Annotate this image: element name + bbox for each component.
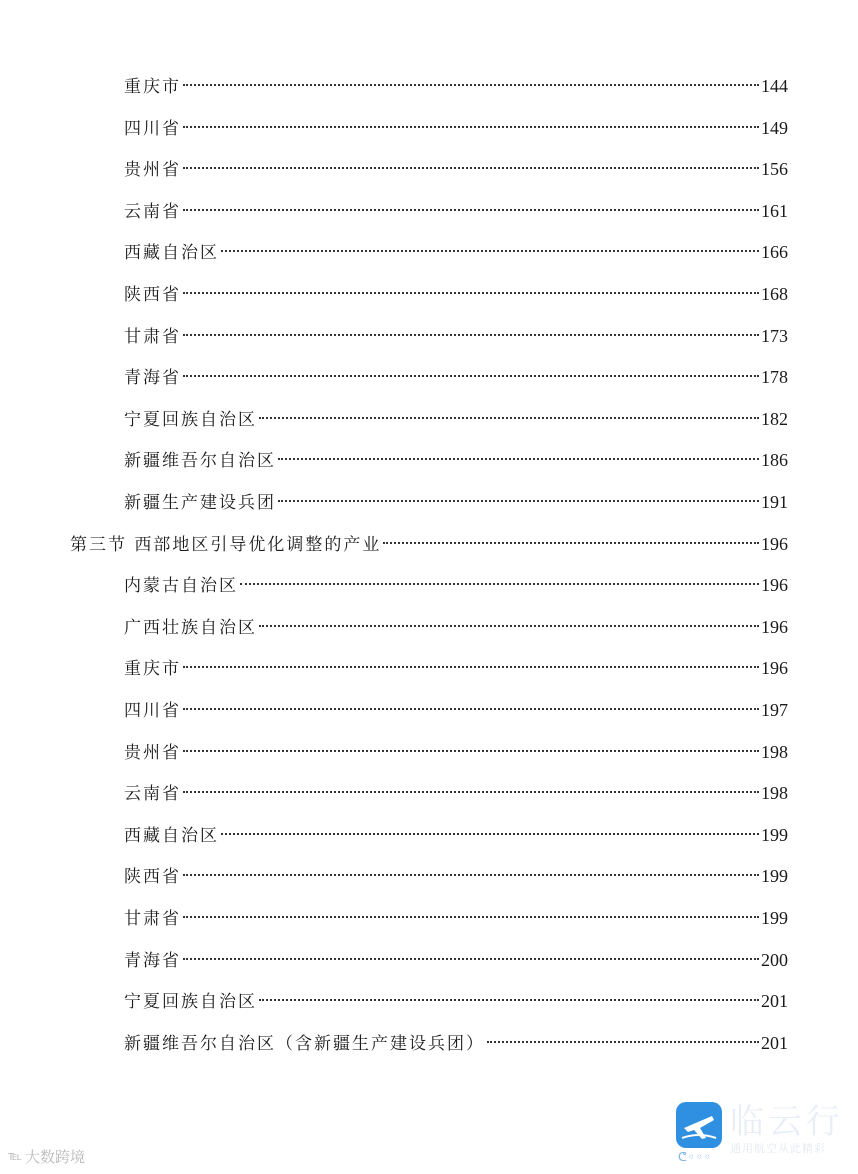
- toc-entry[interactable]: [124, 986, 788, 1016]
- toc-entry-label: 重庆市: [124, 77, 181, 97]
- toc-page-number: 191: [761, 492, 788, 512]
- watermark-left: [8, 1146, 85, 1167]
- toc-page-number: 199: [761, 866, 788, 887]
- toc-page-number: 182: [761, 408, 788, 429]
- toc-dot-leader: [383, 542, 759, 544]
- toc-page-number: 199: [761, 824, 788, 845]
- toc-entry[interactable]: [124, 404, 788, 434]
- toc-page-number: 198: [761, 741, 788, 762]
- toc-entry-label: 甘肃省: [124, 326, 181, 347]
- toc-entry[interactable]: [124, 237, 788, 267]
- toc-entry[interactable]: [124, 279, 788, 309]
- toc-entry-label: 西藏自治区: [124, 825, 219, 846]
- toc-dot-leader: [183, 375, 759, 377]
- toc-page-number: 168: [761, 284, 788, 304]
- toc-page-number: 201: [761, 1032, 788, 1053]
- toc-dot-leader: [221, 833, 759, 835]
- toc-entry-label: 四川省: [124, 701, 181, 721]
- toc-entry-label: 新疆维吾尔自治区: [124, 451, 276, 472]
- toc-dot-leader: [183, 334, 759, 336]
- toc-page-number: 178: [761, 367, 788, 388]
- toc-entry-label: 甘肃省: [124, 909, 181, 929]
- toc-entry-label: 陕西省: [124, 867, 181, 888]
- toc-entry-label: 青海省: [124, 950, 181, 971]
- toc-entry[interactable]: [124, 570, 788, 600]
- toc-dot-leader: [183, 666, 759, 668]
- toc-page-number: 196: [761, 658, 788, 679]
- toc-page-number: 144: [761, 76, 788, 96]
- toc-entry-label: 青海省: [124, 368, 181, 389]
- toc-page-number: 196: [761, 533, 788, 554]
- toc-entry-label: 贵州省: [124, 160, 181, 181]
- toc-entry-label: 重庆市: [124, 659, 181, 680]
- toc-entry-label: 第三节 西部地区引导优化调整的产业: [70, 534, 382, 555]
- toc-dot-leader: [278, 500, 759, 502]
- toc-entry[interactable]: [124, 695, 788, 725]
- toc-page-number: 149: [761, 117, 788, 138]
- toc-dot-leader: [183, 84, 759, 86]
- toc-entry[interactable]: [124, 1028, 788, 1058]
- toc-entry[interactable]: [124, 154, 788, 184]
- toc-entry-label: 宁夏回族自治区: [124, 992, 257, 1013]
- toc-page-number: 196: [761, 575, 788, 596]
- toc-entry-label: 内蒙古自治区: [124, 576, 238, 597]
- toc-entry[interactable]: [124, 653, 788, 683]
- toc-dot-leader: [183, 916, 759, 918]
- toc-entry[interactable]: [124, 820, 788, 850]
- toc-entry-label: 宁夏回族自治区: [124, 409, 257, 430]
- toc-dot-leader: [487, 1041, 759, 1043]
- toc-dot-leader: [183, 958, 759, 960]
- watermark-text: 大数跨境: [24, 1148, 85, 1166]
- brand-slogan: 通用航空从此精彩: [730, 1142, 826, 1155]
- toc-page-number: 197: [761, 700, 788, 720]
- airplane-icon: [676, 1102, 722, 1148]
- toc-entry[interactable]: [124, 945, 788, 975]
- toc-entry-label: 云南省: [124, 201, 181, 222]
- toc-entry-label: 广西壮族自治区: [124, 617, 257, 638]
- toc-dot-leader: [183, 791, 759, 793]
- toc-entry[interactable]: [124, 861, 788, 891]
- toc-entry[interactable]: [124, 196, 788, 226]
- toc-page-number: 200: [761, 949, 788, 970]
- toc-dot-leader: [240, 583, 759, 585]
- toc-dot-leader: [221, 250, 759, 252]
- toc-entry-label: 云南省: [124, 784, 181, 805]
- toc-entry-label: 贵州省: [124, 742, 181, 763]
- toc-dot-leader: [183, 750, 759, 752]
- toc-dot-leader: [183, 126, 759, 128]
- toc-dot-leader: [278, 458, 759, 460]
- watermark-logo-icon: ℡: [8, 1149, 21, 1164]
- toc-page-number: 166: [761, 242, 788, 263]
- toc-page-number: 173: [761, 325, 788, 346]
- toc-entry-label: 新疆生产建设兵团: [124, 493, 276, 513]
- cloud-icon: ᕦ◦◦◦: [678, 1150, 712, 1164]
- toc-entry[interactable]: [124, 113, 788, 143]
- toc-entry-label: 西藏自治区: [124, 243, 219, 264]
- toc-section-heading[interactable]: [70, 529, 788, 559]
- toc-page-number: 161: [761, 200, 788, 221]
- toc-page-number: 198: [761, 783, 788, 804]
- toc-entry[interactable]: [124, 487, 788, 517]
- toc-entry[interactable]: [124, 737, 788, 767]
- toc-dot-leader: [259, 999, 759, 1001]
- toc-page-number: 186: [761, 450, 788, 471]
- toc-entry[interactable]: [124, 71, 788, 101]
- toc-dot-leader: [183, 874, 759, 876]
- toc-entry[interactable]: [124, 321, 788, 351]
- toc-dot-leader: [259, 417, 759, 419]
- toc-entry[interactable]: [124, 445, 788, 475]
- toc-entry[interactable]: [124, 778, 788, 808]
- toc-dot-leader: [183, 708, 759, 710]
- toc-dot-leader: [183, 292, 759, 294]
- toc-page-number: 201: [761, 991, 788, 1012]
- toc-entry-label: 陕西省: [124, 285, 181, 305]
- toc-entry[interactable]: [124, 612, 788, 642]
- brand-name: 临云行: [730, 1102, 844, 1142]
- toc-page-number: 199: [761, 908, 788, 928]
- brand-logo: [676, 1102, 846, 1166]
- toc-entry-label: 新疆维吾尔自治区（含新疆生产建设兵团）: [124, 1033, 485, 1054]
- toc-page-number: 196: [761, 616, 788, 637]
- toc-entry[interactable]: [124, 903, 788, 933]
- toc-entry[interactable]: [124, 362, 788, 392]
- toc-dot-leader: [183, 167, 759, 169]
- toc-dot-leader: [183, 209, 759, 211]
- toc-dot-leader: [259, 625, 759, 627]
- toc-entry-label: 四川省: [124, 118, 181, 139]
- toc-page-number: 156: [761, 159, 788, 180]
